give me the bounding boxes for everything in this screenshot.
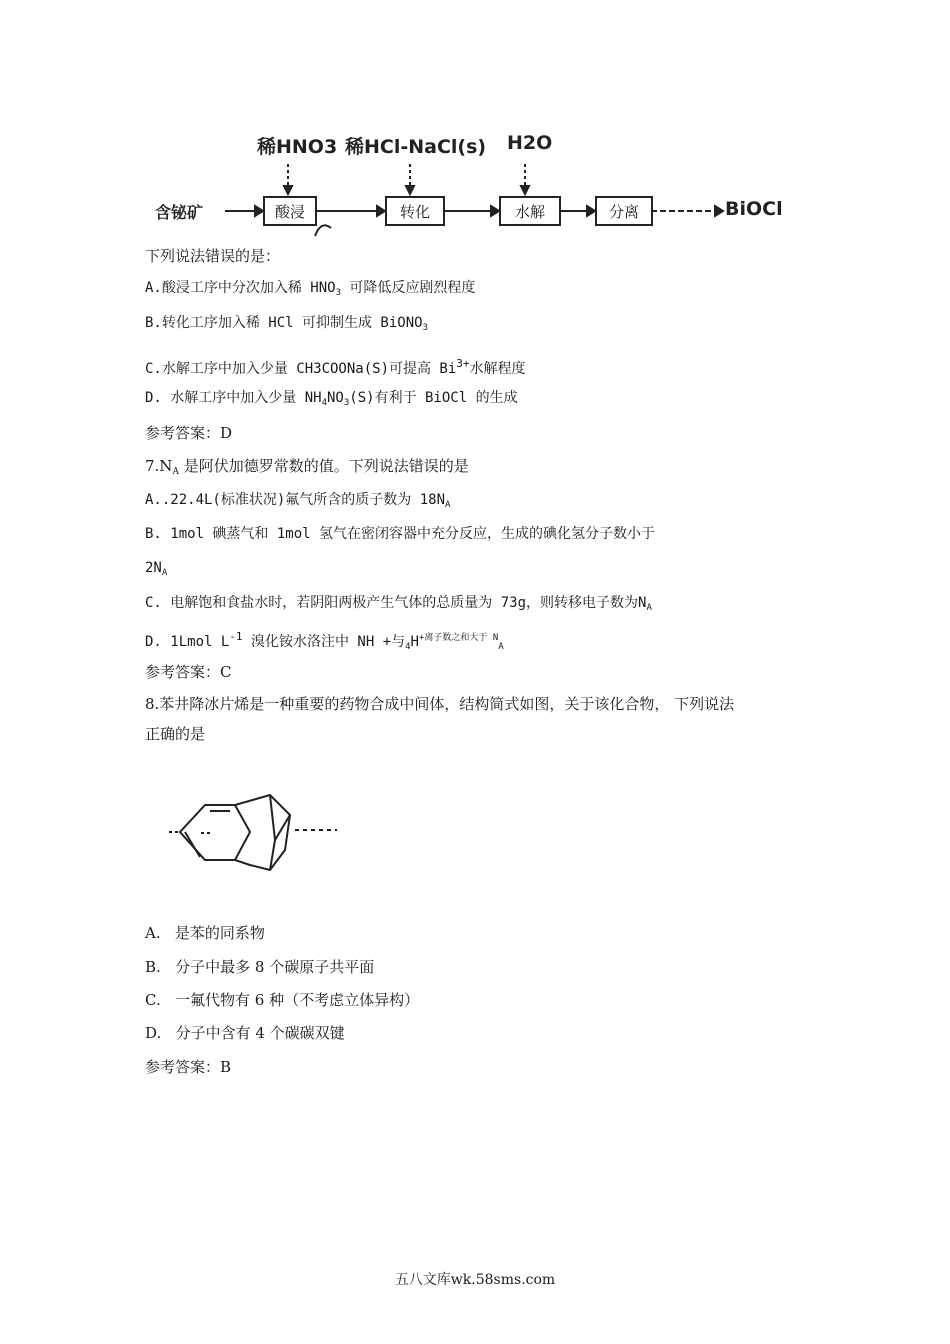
reagent-label-1: 稀HNO3 — [257, 136, 338, 158]
q7-option-b-line1: B. 1mol 碘蒸气和 1mol 氢气在密闭容器中充分反应，生成的碘化氢分子数小于 — [145, 526, 656, 542]
flow-step-separate: 分离 — [595, 196, 653, 226]
flow-start-label: 含铋矿 — [155, 203, 204, 222]
q6-stem: 下列说法错误的是： — [145, 247, 281, 265]
q7-option-a: A..22.4L(标准状况)氟气所含的质子数为 $18N_A$ — [145, 492, 451, 510]
q8-option-c: C. 一氟代物有 6 种（不考虑立体异构） — [145, 991, 420, 1009]
q6-answer: 参考答案：D — [145, 424, 233, 442]
reagent-label-2: 稀HCl-NaCl(s) — [345, 136, 487, 158]
page-footer: 五八文库wk.58sms.com — [394, 1272, 556, 1288]
flow-product-label: BiOCl — [725, 198, 783, 220]
q6-option-b: B.转化工序加入稀 HCl 可抑制生成 BiONO$_3$ — [145, 315, 428, 333]
q7-option-d: D. 1Lmol $L^{-1}$ 溴化铵水洛注中 NH +与$_4H^{+离子数之和大于 N}_A$ — [145, 630, 504, 652]
q6-option-d: D. 水解工序中加入少量 $NH_4NO_3(S)$有利于 BiOCl 的生成 — [145, 390, 518, 408]
q7-stem: $7.N_A$ 是阿伏加德罗常数的值。下列说法错误的是 — [145, 457, 469, 477]
process-flowchart — [145, 112, 785, 240]
structure-drawing — [165, 785, 345, 895]
q7-option-c: C. 电解饱和食盐水时，若阴阳两极产生气体的总质量为 73g，则转移电子数为$N_A$ — [145, 595, 652, 613]
q8-option-a: A. 是苯的同系物 — [145, 924, 265, 942]
q8-option-b: B. 分子中最多 8 个碳原子共平面 — [145, 958, 375, 976]
q6-option-a: A.酸浸工序中分次加入稀 $HNO_3$ 可降低反应剧烈程度 — [145, 280, 476, 298]
q8-stem-line2: 正确的是 — [145, 725, 206, 743]
benzonorbornene-structure — [165, 785, 345, 895]
q8-answer: 参考答案：B — [145, 1058, 232, 1076]
q6-option-c: C.水解工序中加入少量 CH3COONa(S)可提高 $Bi^{3+}$水解程度 — [145, 357, 526, 377]
flow-step-acid-leach: 酸浸 — [263, 196, 317, 226]
q8-stem-line1: 8.苯井降冰片烯是一种重要的药物合成中间体，结构简式如图，关于该化合物， 下列说法 — [145, 695, 735, 713]
flow-step-convert: 转化 — [385, 196, 445, 226]
reagent-label-3: H2O — [507, 132, 553, 154]
q8-option-d: D. 分子中含有 4 个碳碳双键 — [145, 1024, 345, 1042]
flow-step-hydrolysis: 水解 — [499, 196, 561, 226]
q7-option-b-line2: $2N_A$ — [145, 560, 168, 578]
q7-answer: 参考答案：C — [145, 663, 232, 681]
